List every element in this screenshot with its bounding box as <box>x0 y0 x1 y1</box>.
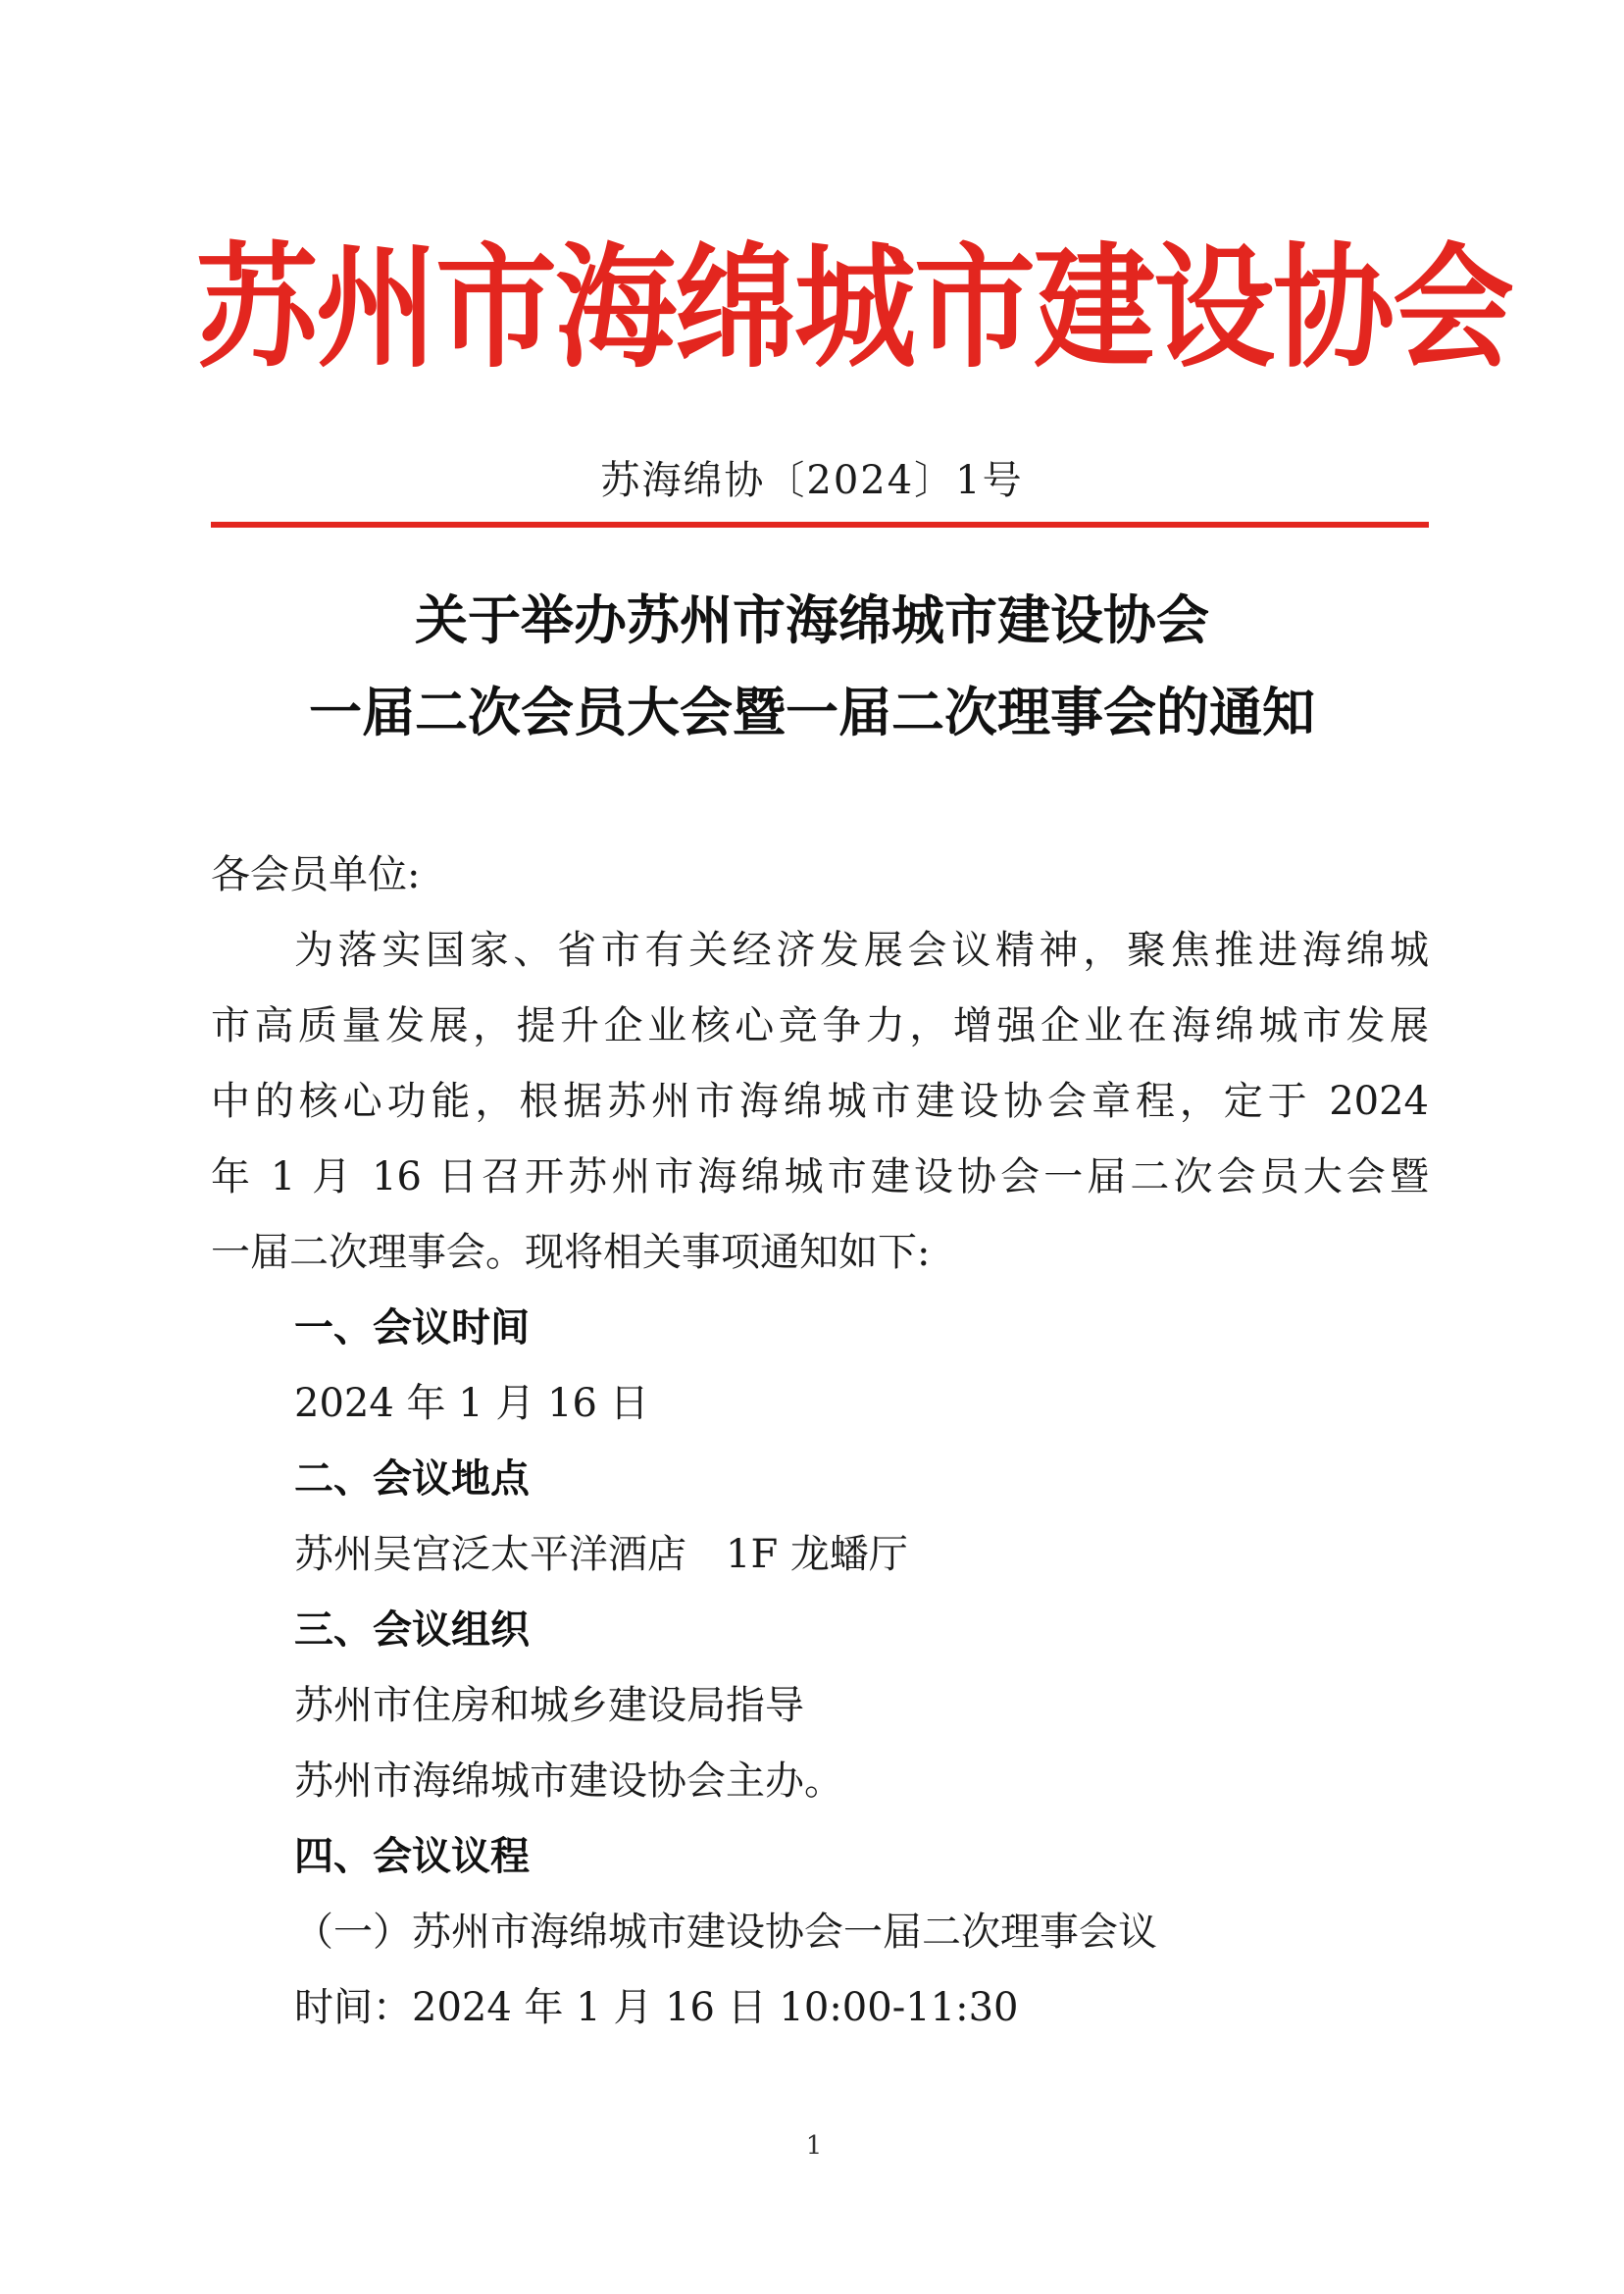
organization-host: 苏州市海绵城市建设协会主办。 <box>294 1759 843 1804</box>
intro-line-4: 年 1 月 16 日召开苏州市海绵城市建设协会一届二次会员大会暨 <box>211 1154 1429 1199</box>
section-heading-place: 二、会议地点 <box>294 1456 530 1502</box>
notice-title-line-1: 关于举办苏州市海绵城市建设协会 <box>415 589 1209 651</box>
organization-guide: 苏州市住房和城乡建设局指导 <box>294 1683 804 1728</box>
intro-line-2: 市高质量发展，提升企业核心竞争力，增强企业在海绵城市发展 <box>211 1003 1429 1048</box>
red-divider-line <box>211 522 1429 528</box>
intro-line-5: 一届二次理事会。现将相关事项通知如下: <box>211 1230 931 1275</box>
section-heading-agenda: 四、会议议程 <box>294 1834 530 1879</box>
notice-title-line-2: 一届二次会员大会暨一届二次理事会的通知 <box>309 682 1315 743</box>
meeting-date: 2024 年 1 月 16 日 <box>294 1381 649 1426</box>
section-heading-time: 一、会议时间 <box>294 1305 530 1351</box>
meeting-place: 苏州吴宫泛太平洋酒店 1F 龙蟠厅 <box>294 1532 908 1577</box>
agenda-item-1: （一）苏州市海绵城市建设协会一届二次理事会议 <box>294 1910 1157 1955</box>
intro-line-3: 中的核心功能，根据苏州市海绵城市建设协会章程，定于 2024 <box>211 1079 1429 1124</box>
agenda-item-1-time: 时间：2024 年 1 月 16 日 10:00-11:30 <box>294 1985 1019 2030</box>
intro-line-1: 为落实国家、省市有关经济发展会议精神，聚焦推进海绵城 <box>294 928 1429 973</box>
document-number: 苏海绵协〔2024〕1号 <box>600 458 1024 503</box>
org-header-title: 苏州市海绵城市建设协会 <box>196 230 1513 387</box>
section-heading-organization: 三、会议组织 <box>294 1607 530 1653</box>
page-number: 1 <box>805 2131 823 2161</box>
salutation: 各会员单位: <box>211 852 421 897</box>
